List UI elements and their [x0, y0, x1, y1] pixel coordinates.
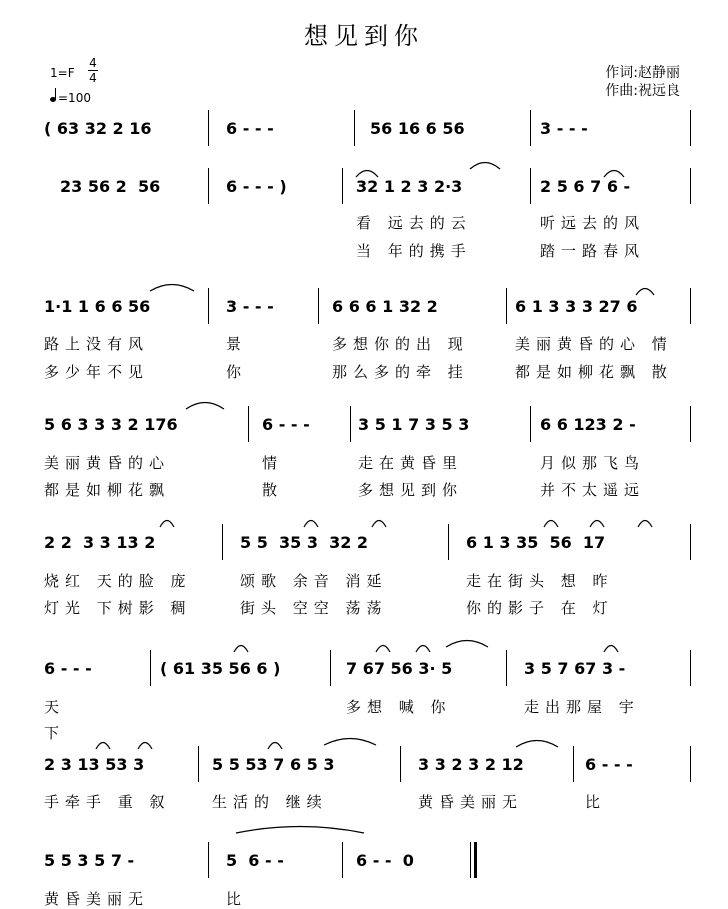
measure-notes: 6 - - -: [585, 755, 633, 774]
barline: [198, 746, 199, 782]
lyric-line: 那么多的牵 挂: [332, 363, 469, 381]
measure-notes: 5 5 3 5 7 -: [44, 851, 135, 870]
slur-mark: [236, 824, 364, 834]
lyric-line: 路上没有风: [44, 335, 150, 353]
barline: [222, 524, 223, 560]
measure-notes: 3 - - -: [540, 119, 588, 138]
barline: [530, 168, 531, 204]
measure-notes: 6 - - -: [262, 415, 310, 434]
lyric-line: 看 远去的云: [356, 214, 472, 232]
slur-mark: [638, 518, 652, 528]
measure-notes: 3 - - -: [226, 297, 274, 316]
lyric-line: 美丽黄昏的心: [44, 454, 171, 472]
lyric-line: 散: [262, 481, 284, 499]
lyric-line: 手牵手 重 叙: [44, 793, 171, 811]
lyric-line: 街头 空空 荡荡: [240, 599, 388, 617]
barline: [400, 746, 401, 782]
slur-mark: [304, 518, 318, 528]
slur-mark: [446, 638, 488, 648]
barline: [248, 406, 249, 442]
lyric-line: 月似那飞鸟: [540, 454, 646, 472]
measure-notes: 7 67 56 3· 5: [346, 659, 453, 678]
barline: [506, 288, 507, 324]
slur-mark: [186, 400, 224, 410]
measure-notes: 2 3 13 53 3: [44, 755, 145, 774]
barline: [530, 406, 531, 442]
measure-notes: 6 1 3 3 3 27 6: [515, 297, 638, 316]
barline: [690, 746, 691, 782]
lyric-line: 情: [262, 454, 284, 472]
barline: [208, 168, 209, 204]
measure-notes: 3 5 1 7 3 5 3: [358, 415, 470, 434]
slur-mark: [590, 518, 604, 528]
lyric-line: 都是如柳花飘 散: [515, 363, 673, 381]
lyric-line: 生活的 继续: [212, 793, 328, 811]
slur-mark: [516, 738, 558, 748]
measure-notes: 6 6 6 1 32 2: [332, 297, 438, 316]
slur-mark: [544, 518, 558, 528]
lyric-line: 灯光 下树影 稠: [44, 599, 192, 617]
slur-mark: [416, 643, 430, 653]
time-sig-top: 4: [89, 56, 97, 70]
lyric-line: 多想见到你: [358, 481, 464, 499]
barline: [330, 650, 331, 686]
slur-mark: [356, 168, 378, 178]
measure-notes: 5 6 - -: [226, 851, 284, 870]
slur-mark: [470, 160, 500, 170]
time-signature: [88, 56, 98, 85]
slur-mark: [96, 740, 110, 750]
measure-notes: ( 61 35 56 6 ): [160, 659, 281, 678]
barline: [350, 406, 351, 442]
barline: [150, 650, 151, 686]
slur-mark: [324, 736, 376, 746]
lyric-line: 黄昏美丽无: [44, 890, 150, 908]
tempo-marking: [50, 88, 91, 105]
measure-notes: 6 - - - ): [226, 177, 287, 196]
measure-notes: 6 1 3 35 56 17: [466, 533, 606, 552]
barline: [690, 650, 691, 686]
song-title: 想见到你: [304, 22, 424, 50]
lyric-line: 多少年不见: [44, 363, 150, 381]
lyric-line: 你的影子 在 灯: [466, 599, 614, 617]
slur-mark: [372, 518, 386, 528]
barline: [506, 650, 507, 686]
barline: [470, 842, 471, 878]
barline: [318, 288, 319, 324]
barline: [573, 746, 574, 782]
lyric-line: 你: [226, 363, 248, 381]
quarter-note-icon: [50, 88, 58, 102]
lyric-line: 下: [44, 724, 66, 742]
measure-notes: 2 2 3 3 13 2: [44, 533, 156, 552]
measure-notes: 1·1 1 6 6 56: [44, 297, 151, 316]
lyric-line: 听远去的风: [540, 214, 646, 232]
slur-mark: [138, 740, 152, 750]
measure-notes: 6 - - -: [44, 659, 92, 678]
barline: [690, 288, 691, 324]
final-barline: [474, 842, 477, 878]
barline: [530, 110, 531, 146]
lyric-line: 烧红 天的脸 庞: [44, 572, 192, 590]
time-sig-bottom: 4: [89, 71, 97, 85]
measure-notes: 3 3 2 3 2 12: [418, 755, 524, 774]
slur-mark: [160, 518, 174, 528]
measure-notes: 32 1 2 3 2·3: [356, 177, 463, 196]
lyricist-credit: 作词:赵静丽: [605, 65, 680, 81]
measure-notes: 56 16 6 56: [370, 119, 465, 138]
lyric-line: 天: [44, 698, 66, 716]
slur-mark: [604, 643, 618, 653]
barline: [208, 110, 209, 146]
lyric-line: 走在黄昏里: [358, 454, 464, 472]
lyric-line: 踏一路春风: [540, 242, 646, 260]
lyric-line: 多想 喊 你: [346, 698, 452, 716]
lyric-line: 颂歌 余音 消延: [240, 572, 388, 590]
barline: [342, 168, 343, 204]
lyric-line: 景: [226, 335, 248, 353]
measure-notes: 6 - - -: [226, 119, 274, 138]
lyric-line: 黄昏美丽无: [418, 793, 524, 811]
measure-notes: 5 5 35 3 32 2: [240, 533, 369, 552]
measure-notes: ( 63 32 2 16: [44, 119, 152, 138]
key-label: 1=F: [50, 66, 75, 80]
credits: [605, 64, 680, 100]
composer-credit: 作曲:祝远良: [605, 83, 680, 99]
barline: [208, 842, 209, 878]
barline: [690, 110, 691, 146]
lyric-line: 比: [226, 890, 248, 908]
lyric-line: 并不太遥远: [540, 481, 646, 499]
key-signature: [50, 66, 75, 80]
lyric-line: 都是如柳花飘: [44, 481, 171, 499]
measure-notes: 23 56 2 56: [60, 177, 161, 196]
slur-mark: [268, 740, 282, 750]
measure-notes: 6 6 123 2 -: [540, 415, 636, 434]
lyric-line: 当 年的携手: [356, 242, 472, 260]
slur-mark: [150, 282, 194, 292]
slur-mark: [636, 286, 654, 296]
lyric-line: 走在街头 想 昨: [466, 572, 614, 590]
barline: [690, 168, 691, 204]
lyric-line: 多想你的出 现: [332, 335, 469, 353]
measure-notes: 3 5 7 67 3 -: [524, 659, 626, 678]
lyric-line: 比: [585, 793, 607, 811]
barline: [690, 406, 691, 442]
barline: [690, 524, 691, 560]
tempo-value: =100: [58, 91, 91, 105]
lyric-line: 走出那屋 宇: [524, 698, 640, 716]
slur-mark: [604, 168, 624, 178]
measure-notes: 2 5 6 7 6 -: [540, 177, 631, 196]
barline: [208, 288, 209, 324]
slur-mark: [376, 643, 390, 653]
barline: [342, 842, 343, 878]
barline: [448, 524, 449, 560]
measure-notes: 5 6 3 3 3 2 176: [44, 415, 178, 434]
measure-notes: 5 5 53 7 6 5 3: [212, 755, 335, 774]
measure-notes: 6 - - 0: [356, 851, 414, 870]
lyric-line: 美丽黄昏的心 情: [515, 335, 673, 353]
barline: [354, 110, 355, 146]
slur-mark: [234, 643, 248, 653]
